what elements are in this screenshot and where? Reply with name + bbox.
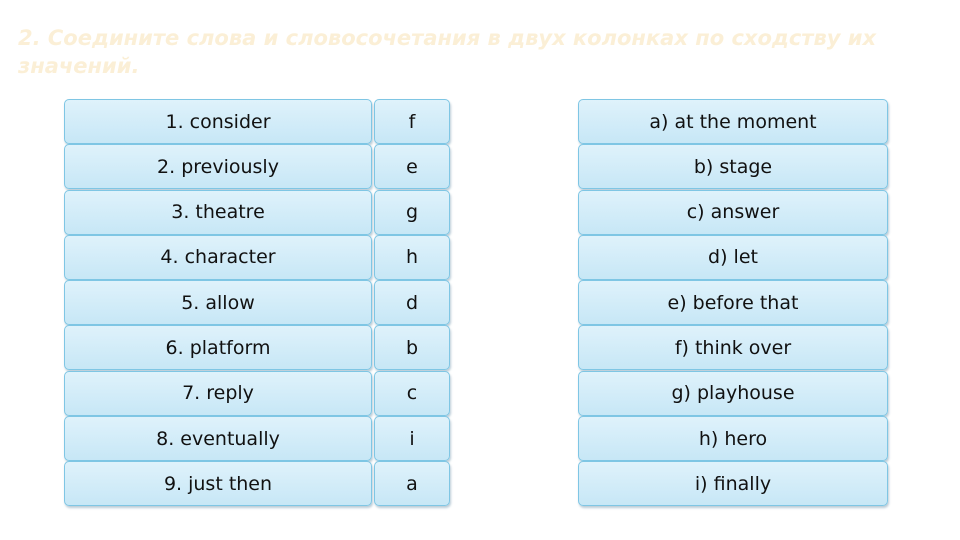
- left-word-cell[interactable]: [64, 235, 372, 280]
- left-word-cell[interactable]: [64, 190, 372, 235]
- right-meaning-label: e) before that: [667, 291, 799, 314]
- right-meaning-label: f) think over: [674, 336, 792, 359]
- left-word-label: 9. just then: [163, 472, 273, 495]
- left-word-cell[interactable]: [64, 280, 372, 325]
- left-word-cell[interactable]: [64, 325, 372, 370]
- answer-cell[interactable]: [374, 325, 450, 370]
- right-meaning-label: i) finally: [694, 472, 772, 495]
- answer-letter: f: [408, 110, 416, 133]
- answer-letter: h: [405, 246, 419, 269]
- left-word-label: 1. consider: [165, 110, 271, 133]
- right-meaning-cell[interactable]: [578, 190, 888, 235]
- answer-cell[interactable]: [374, 144, 450, 189]
- right-meaning-label: b) stage: [693, 155, 773, 178]
- right-meaning-cell[interactable]: [578, 325, 888, 370]
- left-word-label: 2. previously: [157, 155, 279, 178]
- answer-letter: a: [406, 472, 418, 495]
- left-word-cell[interactable]: [64, 371, 372, 416]
- right-meaning-cell[interactable]: [578, 461, 888, 506]
- right-meaning-label: g) playhouse: [671, 382, 795, 405]
- answer-column: [374, 99, 450, 507]
- answer-cell[interactable]: [374, 280, 450, 325]
- right-meaning-cell[interactable]: [578, 144, 888, 189]
- left-word-cell[interactable]: [64, 99, 372, 144]
- answer-letter: b: [405, 336, 419, 359]
- left-word-cell[interactable]: [64, 461, 372, 506]
- right-meaning-label: h) hero: [698, 427, 768, 450]
- exercise-title: 2. Соедините слова и словосочетания в двух колонках по сходству их значений.: [18, 26, 876, 78]
- right-meaning-cell[interactable]: [578, 99, 888, 144]
- answer-letter: d: [405, 291, 419, 314]
- left-column: [64, 99, 372, 507]
- right-meaning-cell[interactable]: [578, 235, 888, 280]
- left-word-label: 4. character: [160, 246, 276, 269]
- answer-cell[interactable]: [374, 235, 450, 280]
- right-meaning-cell[interactable]: [578, 416, 888, 461]
- answer-letter: e: [406, 155, 418, 178]
- left-word-cell[interactable]: [64, 144, 372, 189]
- left-word-label: 8. eventually: [156, 427, 280, 450]
- left-word-label: 5. allow: [181, 291, 255, 314]
- right-meaning-label: c) answer: [686, 201, 780, 224]
- right-meaning-label: a) at the moment: [649, 110, 817, 133]
- left-word-label: 6. platform: [165, 336, 271, 359]
- answer-letter: c: [406, 382, 418, 405]
- left-word-cell[interactable]: [64, 416, 372, 461]
- answer-cell[interactable]: [374, 99, 450, 144]
- left-word-label: 7. reply: [182, 382, 254, 405]
- answer-cell[interactable]: [374, 190, 450, 235]
- answer-letter: i: [409, 427, 415, 450]
- right-column: [578, 99, 888, 507]
- answer-letter: g: [405, 201, 419, 224]
- answer-cell[interactable]: [374, 461, 450, 506]
- left-word-label: 3. theatre: [171, 201, 265, 224]
- answer-cell[interactable]: [374, 371, 450, 416]
- right-meaning-label: d) let: [708, 246, 758, 269]
- right-meaning-cell[interactable]: [578, 371, 888, 416]
- answer-cell[interactable]: [374, 416, 450, 461]
- right-meaning-cell[interactable]: [578, 280, 888, 325]
